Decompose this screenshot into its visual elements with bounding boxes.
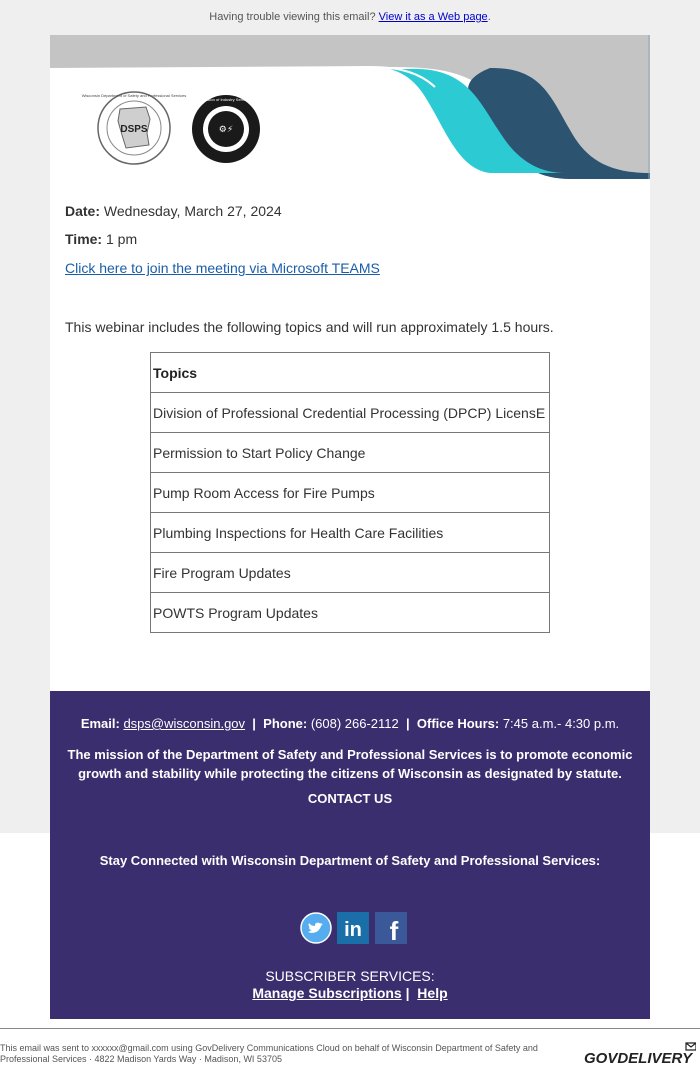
dis-seal-logo bbox=[192, 95, 260, 163]
footer-divider bbox=[0, 1028, 700, 1029]
view-web-page-link[interactable]: View it as a Web page bbox=[378, 11, 488, 23]
help-link[interactable]: Help bbox=[417, 985, 448, 1001]
topic-cell: Plumbing Inspections for Health Care Facilities bbox=[151, 513, 550, 553]
topics-header: Topics bbox=[151, 353, 550, 393]
table-row bbox=[151, 433, 550, 473]
svg-text:in: in bbox=[344, 919, 363, 941]
meeting-details bbox=[65, 203, 645, 335]
topic-cell: Pump Room Access for Fire Pumps bbox=[151, 473, 550, 513]
webinar-intro: This webinar includes the following topics and will run approximately 1.5 hours. bbox=[65, 319, 554, 335]
mission-statement: The mission of the Department of Safety and Professional Services is to promote economic growth and stability while protecting the citizens of Wisconsin as designated by statute. bbox=[67, 747, 633, 781]
topic-cell: POWTS Program Updates bbox=[151, 593, 550, 633]
subscriber-services: SUBSCRIBER SERVICES: Manage Subscriptions | Help bbox=[50, 968, 650, 1002]
topic-cell: Permission to Start Policy Change bbox=[151, 433, 550, 473]
envelope-icon bbox=[686, 1043, 696, 1050]
svg-text:Wisconsin Department of Safety: Wisconsin Department of Safety and Professional Services bbox=[81, 93, 187, 98]
svg-text:Division of Industry Services: Division of Industry Services bbox=[200, 97, 252, 102]
time-line: Time: 1 pm bbox=[65, 231, 138, 247]
view-online-notice: Having trouble viewing this email? View it as a Web page. bbox=[209, 11, 491, 23]
email-link[interactable]: dsps@wisconsin.gov bbox=[123, 716, 246, 731]
table-row bbox=[151, 593, 550, 633]
svg-text:⚙⚡: ⚙⚡ bbox=[218, 125, 234, 135]
manage-subscriptions-link[interactable]: Manage Subscriptions bbox=[252, 985, 402, 1001]
topics-table bbox=[150, 352, 550, 633]
table-row bbox=[151, 473, 550, 513]
teams-join-link[interactable]: Click here to join the meeting via Microsoft TEAMS bbox=[65, 260, 380, 276]
govdelivery-logo bbox=[584, 1041, 696, 1069]
table-row bbox=[151, 513, 550, 553]
table-row bbox=[151, 393, 550, 433]
header-banner bbox=[50, 35, 650, 179]
dsps-letters: DSPS bbox=[120, 124, 148, 135]
linkedin-icon[interactable] bbox=[337, 912, 369, 944]
svg-text:GOVDELIVERY: GOVDELIVERY bbox=[584, 1050, 693, 1067]
date-line: Date: Wednesday, March 27, 2024 bbox=[65, 203, 282, 219]
social-links bbox=[300, 912, 408, 944]
topic-cell: Division of Professional Credential Processing (DPCP) LicensE bbox=[151, 393, 550, 433]
facebook-icon[interactable] bbox=[375, 912, 407, 944]
table-row bbox=[151, 553, 550, 593]
twitter-icon[interactable] bbox=[300, 912, 332, 944]
contact-line: Email: dsps@wisconsin.gov | Phone: (608) 266-2112 | Office Hours: 7:45 a.m.- 4:30 p.m. bbox=[80, 716, 620, 731]
table-header-row bbox=[151, 353, 550, 393]
stay-connected-text: Stay Connected with Wisconsin Department of Safety and Professional Services: bbox=[99, 853, 601, 868]
contact-us-link[interactable]: CONTACT US bbox=[307, 791, 393, 806]
subscriber-services-heading: SUBSCRIBER SERVICES: bbox=[265, 968, 435, 984]
email-disclaimer: This email was sent to xxxxxx@gmail.com using GovDelivery Communications Cloud on behalf of Wisconsin Department of Safety and Professional Services · 4822 Madison Yards Way · Madison, WI 53705 bbox=[0, 1043, 538, 1064]
svg-text:f: f bbox=[389, 916, 399, 944]
topic-cell: Fire Program Updates bbox=[151, 553, 550, 593]
footer bbox=[50, 691, 650, 1019]
